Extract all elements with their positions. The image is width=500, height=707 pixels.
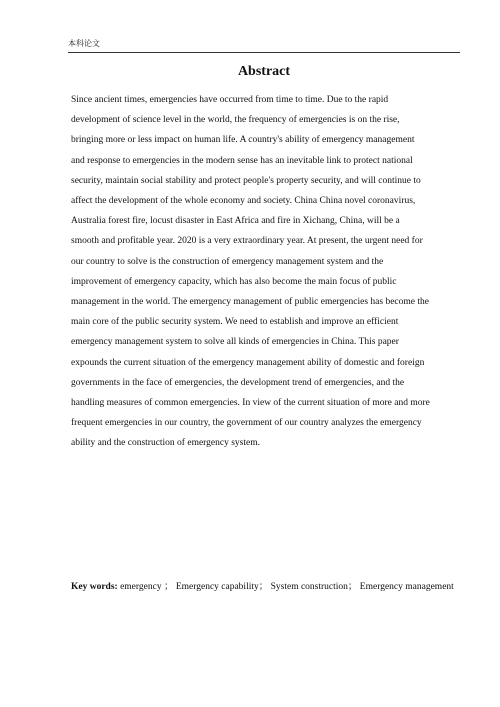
header-divider xyxy=(68,52,460,53)
abstract-line: handling measures of common emergencies. In view of the current situation of more and more xyxy=(71,398,430,409)
abstract-line: our country to solve is the construction of emergency management system and the xyxy=(71,256,384,267)
abstract-line: bringing more or less impact on human life. A country's ability of emergency management xyxy=(71,135,415,146)
abstract-line: security, maintain social stability and protect people's property security, and will continue to xyxy=(71,175,421,186)
abstract-line: improvement of emergency capacity, which has also become the main focus of public xyxy=(71,276,397,287)
keywords-text: emergency ； Emergency capability； System construction； Emergency management xyxy=(117,582,454,592)
keywords-paragraph xyxy=(71,577,457,598)
abstract-line: expounds the current situation of the emergency management ability of domestic and foreign xyxy=(71,357,425,368)
abstract-line: Australia forest fire, locust disaster in East Africa and fire in Xichang, China, will be a xyxy=(71,216,400,227)
abstract-title: Abstract xyxy=(237,64,291,79)
abstract-line: main core of the public security system. We need to establish and improve an efficient xyxy=(71,317,399,328)
abstract-line: affect the development of the whole economy and society. China China novel coronavirus, xyxy=(71,196,416,207)
abstract-line: emergency management system to solve all kinds of emergencies in China. This paper xyxy=(71,337,399,348)
keywords-label: Key words: xyxy=(71,582,118,592)
abstract-line: Since ancient times, emergencies have occurred from time to time. Due to the rapid xyxy=(71,95,389,105)
abstract-line: governments in the face of emergencies, the development trend of emergencies, and the xyxy=(71,377,405,388)
abstract-line: frequent emergencies in our country, the government of our country analyzes the emergency xyxy=(71,418,422,429)
abstract-line: smooth and profitable year. 2020 is a very extraordinary year. At present, the urgent need for xyxy=(71,236,423,247)
abstract-line: management in the world. The emergency management of public emergencies has become the xyxy=(71,297,429,308)
abstract-body xyxy=(71,90,457,454)
abstract-line: ability and the construction of emergency system. xyxy=(71,438,260,449)
page-header: 本科论文 xyxy=(68,39,100,48)
abstract-line: and response to emergencies in the modern sense has an inevitable link to protect national xyxy=(71,155,413,166)
abstract-line: development of science level in the world, the frequency of emergencies is on the rise, xyxy=(71,115,400,126)
